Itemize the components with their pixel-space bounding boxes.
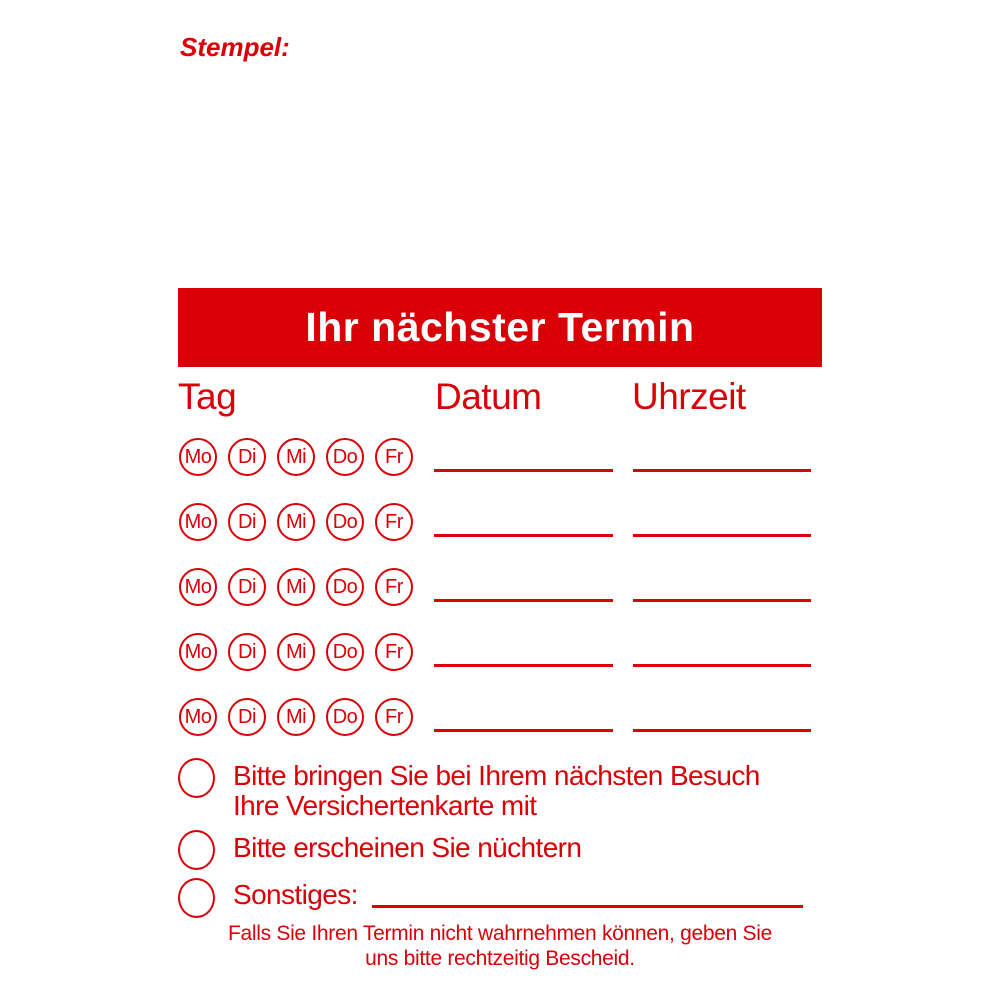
checkbox-other[interactable] (178, 878, 215, 918)
column-header-time: Uhrzeit (632, 376, 746, 417)
day-option-do[interactable]: Do (326, 438, 364, 476)
appointment-row-2 (0, 503, 1000, 543)
day-option-do[interactable]: Do (326, 568, 364, 606)
day-option-mi[interactable]: Mi (277, 568, 315, 606)
day-option-fr[interactable]: Fr (375, 503, 413, 541)
time-blank-field[interactable] (633, 534, 811, 537)
insurance-card-line1: Bitte bringen Sie bei Ihrem nächsten Besuch (233, 760, 760, 791)
checkbox-other-label: Sonstiges: (233, 879, 358, 910)
appointment-row-3 (0, 568, 1000, 608)
checkbox-insurance-card-label (233, 761, 760, 821)
column-header-day: Tag (178, 376, 237, 417)
day-option-di[interactable]: Di (228, 633, 266, 671)
column-header-date: Datum (435, 376, 542, 417)
time-blank-field[interactable] (633, 729, 811, 732)
appointment-row-5 (0, 698, 1000, 738)
page-title: Ihr nächster Termin (305, 304, 695, 350)
day-option-fr[interactable]: Fr (375, 438, 413, 476)
day-option-fr[interactable]: Fr (375, 698, 413, 736)
day-option-di[interactable]: Di (228, 568, 266, 606)
footer-line2: uns bitte rechtzeitig Bescheid. (365, 947, 635, 970)
day-option-mo[interactable]: Mo (179, 568, 217, 606)
other-blank-field[interactable] (372, 905, 803, 908)
appointment-row-4 (0, 633, 1000, 673)
date-blank-field[interactable] (434, 599, 613, 602)
date-blank-field[interactable] (434, 469, 613, 472)
day-option-mo[interactable]: Mo (179, 438, 217, 476)
date-blank-field[interactable] (434, 534, 613, 537)
day-option-mi[interactable]: Mi (277, 438, 315, 476)
day-option-do[interactable]: Do (326, 503, 364, 541)
date-blank-field[interactable] (434, 664, 613, 667)
appointment-row-1 (0, 438, 1000, 478)
day-option-mi[interactable]: Mi (277, 633, 315, 671)
day-option-mo[interactable]: Mo (179, 503, 217, 541)
day-option-di[interactable]: Di (228, 503, 266, 541)
time-blank-field[interactable] (633, 469, 811, 472)
day-option-di[interactable]: Di (228, 438, 266, 476)
checkbox-insurance-card[interactable] (178, 758, 215, 798)
day-option-do[interactable]: Do (326, 633, 364, 671)
day-option-di[interactable]: Di (228, 698, 266, 736)
footer-note (0, 921, 1000, 971)
day-option-mo[interactable]: Mo (179, 633, 217, 671)
time-blank-field[interactable] (633, 664, 811, 667)
checkbox-fasting-label: Bitte erscheinen Sie nüchtern (233, 832, 582, 863)
day-option-fr[interactable]: Fr (375, 568, 413, 606)
day-option-mi[interactable]: Mi (277, 503, 315, 541)
date-blank-field[interactable] (434, 729, 613, 732)
footer-line1: Falls Sie Ihren Termin nicht wahrnehmen können, geben Sie (227, 922, 772, 945)
insurance-card-line2: Ihre Versichertenkarte mit (233, 790, 537, 821)
checkbox-fasting[interactable] (178, 830, 215, 870)
time-blank-field[interactable] (633, 599, 811, 602)
day-option-do[interactable]: Do (326, 698, 364, 736)
title-banner (178, 288, 822, 367)
stamp-label: Stempel: (180, 32, 290, 62)
day-option-mo[interactable]: Mo (179, 698, 217, 736)
day-option-fr[interactable]: Fr (375, 633, 413, 671)
day-option-mi[interactable]: Mi (277, 698, 315, 736)
